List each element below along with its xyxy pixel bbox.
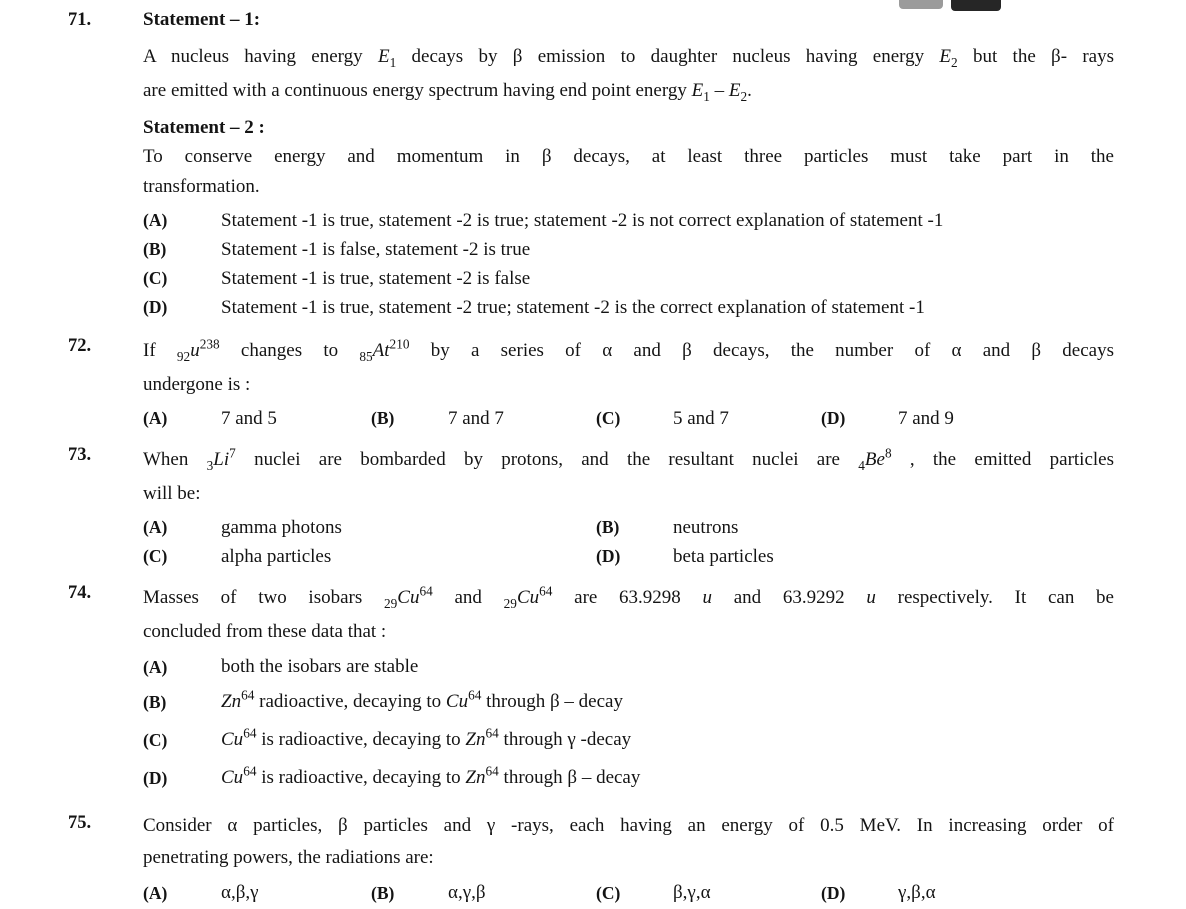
question-75-line-2: penetrating powers, the radiations are:: [143, 847, 434, 868]
superscript: 7: [229, 445, 236, 461]
text-segment: .: [747, 80, 752, 101]
text-segment: through β – decay: [481, 691, 623, 712]
option-74-b: [143, 683, 1114, 721]
option-row: [143, 404, 1114, 433]
option-text: [221, 683, 1114, 721]
option-text: gamma photons: [221, 517, 342, 538]
option-text: Statement -1 is true, statement -2 true; statement -2 is the correct explanation of statement -1: [221, 297, 925, 318]
option-letter: (B): [143, 239, 167, 259]
variable: Be: [864, 449, 885, 470]
text-segment: decays by β emission to daughter nucleus having energy: [396, 46, 940, 67]
text-segment: and: [432, 587, 504, 608]
superscript: 64: [243, 763, 257, 779]
option-letter: (B): [596, 517, 620, 537]
text-segment: –: [709, 80, 729, 101]
variable: Li: [213, 449, 230, 470]
superscript: 64: [539, 583, 553, 599]
option-74-c: [143, 721, 1114, 759]
option-letter: (A): [143, 657, 168, 677]
statement-1-line-2: [143, 74, 1114, 108]
option-letter: (D): [821, 883, 846, 903]
text-segment: , the emitted particles: [891, 449, 1114, 470]
option-text: neutrons: [673, 517, 739, 538]
question-body: [143, 332, 1186, 433]
variable: Zn: [465, 767, 486, 788]
text-segment: by a series of α and β decays, the number of α and β decays: [409, 340, 1114, 361]
options-74: [143, 651, 1114, 797]
superscript: 64: [419, 583, 433, 599]
options-75: [143, 877, 1114, 909]
option-letter: (A): [143, 883, 168, 903]
option-letter: (D): [596, 546, 621, 566]
option-text: γ,β,α: [898, 882, 936, 903]
text-segment: are emitted with a continuous energy spectrum having end point energy: [143, 80, 692, 101]
option-text: 7 and 7: [448, 408, 504, 429]
option-text: Statement -1 is true, statement -2 is true; statement -2 is not correct explanation of statement -1: [221, 210, 944, 231]
variable: E: [728, 80, 741, 101]
superscript: 64: [468, 687, 482, 703]
superscript: 64: [241, 687, 255, 703]
question-75: [0, 809, 1186, 909]
option-letter: (A): [143, 408, 168, 428]
text-segment: is radioactive, decaying to: [256, 729, 466, 750]
option-text: Statement -1 is true, statement -2 is false: [221, 268, 531, 289]
question-74-line-2: concluded from these data that :: [143, 621, 387, 642]
option-letter: (C): [143, 546, 168, 566]
statement-1-heading: Statement – 1:: [143, 9, 261, 30]
subscript: 4: [858, 457, 865, 473]
variable: Cu: [516, 587, 540, 608]
statement-1-line-1: [143, 40, 1114, 74]
text-segment: If: [143, 340, 177, 361]
option-text: 5 and 7: [673, 408, 729, 429]
option-letter: (C): [143, 268, 168, 288]
variable: Cu: [397, 587, 420, 608]
statement-2-heading: Statement – 2 :: [143, 117, 265, 138]
text-segment: is radioactive, decaying to: [256, 767, 466, 788]
question-number: 71.: [68, 10, 92, 30]
option-letter: (D): [143, 297, 168, 317]
option-letter: (B): [371, 883, 395, 903]
options-73: [143, 513, 1114, 571]
variable: At: [372, 340, 390, 361]
variable: E: [377, 46, 390, 67]
text-segment: radioactive, decaying to: [254, 691, 446, 712]
variable: u: [866, 587, 876, 608]
superscript: 238: [199, 336, 220, 352]
option-74-d: [143, 759, 1114, 797]
question-number: 74.: [68, 583, 92, 603]
option-71-a: [143, 206, 1114, 235]
superscript: 8: [884, 445, 892, 461]
subscript: 2: [740, 88, 748, 104]
question-number: 75.: [68, 813, 92, 833]
options-72: [143, 404, 1114, 433]
subscript: 29: [383, 595, 398, 611]
question-72-line-1: [143, 332, 1114, 370]
option-text: [221, 651, 1114, 683]
question-body: [143, 579, 1186, 797]
text-segment: A nucleus having energy: [143, 46, 378, 67]
text-segment: both the isobars are stable: [221, 656, 419, 677]
superscript: 64: [485, 763, 499, 779]
question-body: [143, 6, 1186, 322]
question-73: [0, 441, 1186, 571]
option-text: [221, 759, 1114, 797]
option-text: beta particles: [673, 546, 774, 567]
subscript: 92: [176, 348, 191, 364]
variable: u: [190, 340, 200, 361]
variable: Zn: [465, 729, 486, 750]
option-letter: (D): [143, 768, 168, 788]
text-segment: are 63.9298: [552, 587, 703, 608]
subscript: 1: [389, 54, 397, 70]
option-text: alpha particles: [221, 546, 332, 567]
variable: E: [691, 80, 704, 101]
option-letter: (D): [821, 408, 846, 428]
option-row: [143, 877, 1114, 909]
option-letter: (C): [596, 883, 621, 903]
subscript: 3: [206, 457, 214, 473]
text-segment: but the β- rays: [957, 46, 1114, 67]
text-segment: respectively. It can be: [875, 587, 1114, 608]
option-71-c: [143, 264, 1114, 293]
text-segment: changes to: [219, 340, 360, 361]
option-row: [143, 542, 1114, 571]
option-letter: (C): [596, 408, 621, 428]
text-segment: through γ -decay: [498, 729, 632, 750]
option-text: α,γ,β: [448, 882, 486, 903]
variable: u: [702, 587, 713, 608]
text-segment: nuclei are bombarded by protons, and the resultant nuclei are: [235, 449, 859, 470]
option-text: Statement -1 is false, statement -2 is true: [221, 239, 531, 260]
variable: Cu: [445, 691, 469, 712]
question-72-line-2: undergone is :: [143, 374, 251, 395]
option-71-b: [143, 235, 1114, 264]
subscript: 85: [359, 348, 373, 364]
option-letter: (C): [143, 730, 168, 750]
superscript: 64: [485, 725, 499, 741]
question-74: [0, 579, 1186, 797]
variable: Cu: [221, 767, 244, 788]
question-74-line-1: [143, 579, 1114, 617]
statement-2-line-2: transformation.: [143, 176, 260, 197]
option-letter: (B): [371, 408, 395, 428]
question-71: [0, 6, 1186, 322]
statement-2-line-1: To conserve energy and momentum in β decays, at least three particles must take part in the: [143, 146, 1114, 167]
option-letter: (B): [143, 692, 167, 712]
question-body: [143, 441, 1186, 571]
superscript: 210: [389, 336, 410, 352]
cropped-gray-tab[interactable]: [899, 0, 943, 9]
option-letter: (A): [143, 210, 168, 230]
text-segment: When: [143, 449, 207, 470]
option-text: [221, 721, 1114, 759]
question-number: 73.: [68, 445, 92, 465]
question-body: [143, 809, 1186, 909]
cropped-black-tab[interactable]: [951, 0, 1001, 11]
option-text: β,γ,α: [673, 882, 711, 903]
option-row: [143, 513, 1114, 542]
variable: E: [939, 46, 952, 67]
options-71: [143, 206, 1114, 322]
subscript: 2: [951, 54, 958, 70]
variable: Cu: [221, 729, 244, 750]
text-segment: Masses of two isobars: [143, 587, 384, 608]
question-number: 72.: [68, 336, 92, 356]
option-74-a: [143, 651, 1114, 683]
question-73-line-1: [143, 441, 1114, 479]
text-segment: and 63.9292: [712, 587, 867, 608]
subscript: 1: [703, 88, 710, 104]
variable: Zn: [221, 691, 242, 712]
option-text: 7 and 5: [221, 408, 277, 429]
question-75-line-1: Consider α particles, β particles and γ -rays, each having an energy of 0.5 MeV. In increasing order of: [143, 815, 1114, 836]
option-71-d: [143, 293, 1114, 322]
option-letter: (A): [143, 517, 168, 537]
subscript: 29: [503, 595, 517, 611]
question-73-line-2: will be:: [143, 483, 201, 504]
option-text: 7 and 9: [898, 408, 954, 429]
option-text: α,β,γ: [221, 882, 259, 903]
question-72: [0, 332, 1186, 433]
superscript: 64: [243, 725, 257, 741]
text-segment: through β – decay: [498, 767, 641, 788]
